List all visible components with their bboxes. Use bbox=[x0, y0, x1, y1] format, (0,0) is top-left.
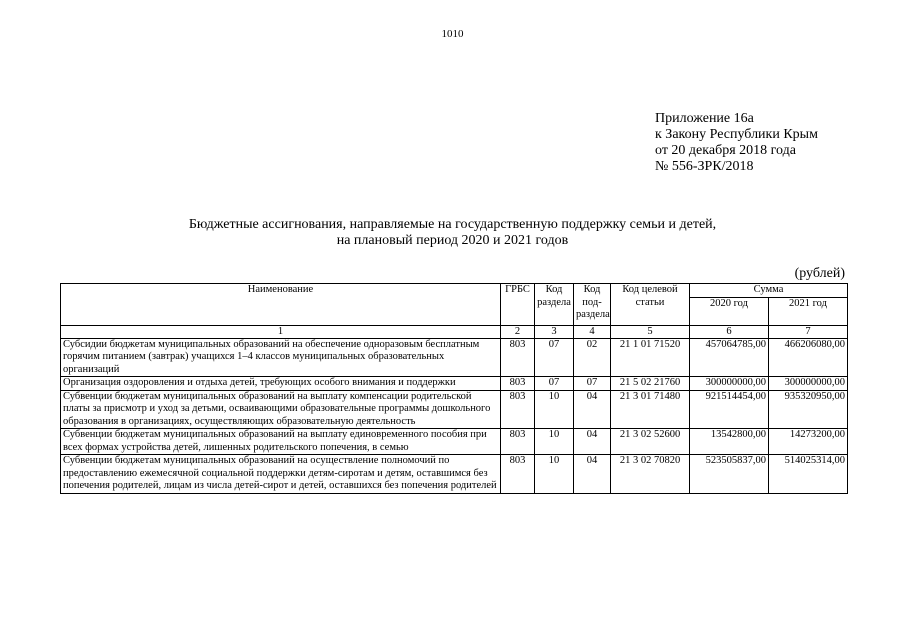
header-sum: Сумма bbox=[690, 284, 848, 298]
title-line: Бюджетные ассигнования, направляемые на государственную поддержку семьи и детей, bbox=[188, 217, 717, 232]
row-subsection: 04 bbox=[574, 455, 611, 494]
row-section: 10 bbox=[535, 455, 574, 494]
row-name: Организация оздоровления и отдыха детей, требующих особого внимания и поддержки bbox=[61, 377, 501, 391]
row-target: 21 3 02 52600 bbox=[611, 429, 690, 455]
row-amount-2020: 523505837,00 bbox=[690, 455, 769, 494]
column-number: 1 bbox=[61, 325, 501, 338]
row-amount-2020: 13542800,00 bbox=[690, 429, 769, 455]
row-amount-2021: 14273200,00 bbox=[769, 429, 848, 455]
row-amount-2020: 457064785,00 bbox=[690, 338, 769, 377]
row-amount-2020: 300000000,00 bbox=[690, 377, 769, 391]
table-row bbox=[61, 390, 848, 429]
row-subsection: 04 bbox=[574, 429, 611, 455]
column-number: 3 bbox=[535, 325, 574, 338]
header-2020: 2020 год bbox=[690, 297, 769, 325]
row-grbs: 803 bbox=[501, 338, 535, 377]
row-target: 21 3 02 70820 bbox=[611, 455, 690, 494]
appendix-line: от 20 декабря 2018 года bbox=[655, 143, 796, 158]
row-amount-2021: 514025314,00 bbox=[769, 455, 848, 494]
row-grbs: 803 bbox=[501, 455, 535, 494]
column-number: 4 bbox=[574, 325, 611, 338]
header-2021: 2021 год bbox=[769, 297, 848, 325]
header-name: Наименование bbox=[61, 284, 501, 326]
column-number: 6 bbox=[690, 325, 769, 338]
header-subsection: Код под-раздела bbox=[574, 284, 611, 326]
header-target: Код целевой статьи bbox=[611, 284, 690, 326]
appendix-line: № 556-ЗРК/2018 bbox=[655, 159, 754, 174]
column-number: 2 bbox=[501, 325, 535, 338]
column-number: 7 bbox=[769, 325, 848, 338]
row-grbs: 803 bbox=[501, 390, 535, 429]
column-number: 5 bbox=[611, 325, 690, 338]
row-subsection: 02 bbox=[574, 338, 611, 377]
row-section: 10 bbox=[535, 390, 574, 429]
row-name: Субсидии бюджетам муниципальных образований на обеспечение одноразовым бесплатным горячим питанием (завтрак) учащихся 1–4 классов муниципальных образовательных организаций bbox=[61, 338, 501, 377]
title-line: на плановый период 2020 и 2021 годов bbox=[336, 233, 569, 248]
row-amount-2021: 466206080,00 bbox=[769, 338, 848, 377]
appendix-reference bbox=[655, 111, 818, 175]
row-grbs: 803 bbox=[501, 429, 535, 455]
page-number: 1010 bbox=[441, 28, 464, 40]
header-section: Код раздела bbox=[535, 284, 574, 326]
row-section: 07 bbox=[535, 377, 574, 391]
row-amount-2020: 921514454,00 bbox=[690, 390, 769, 429]
appendix-line: Приложение 16а bbox=[655, 111, 754, 126]
row-subsection: 07 bbox=[574, 377, 611, 391]
units-label: (рублей) bbox=[794, 266, 845, 281]
row-target: 21 3 01 71480 bbox=[611, 390, 690, 429]
row-amount-2021: 300000000,00 bbox=[769, 377, 848, 391]
row-target: 21 1 01 71520 bbox=[611, 338, 690, 377]
row-target: 21 5 02 21760 bbox=[611, 377, 690, 391]
row-amount-2021: 935320950,00 bbox=[769, 390, 848, 429]
row-name: Субвенции бюджетам муниципальных образований на выплату компенсации родительской платы за присмотр и уход за детьми, осваивающими образовательные программы дошкольного образования в организациях, осуществляющих образовательную деятельность bbox=[61, 390, 501, 429]
table-row bbox=[61, 338, 848, 377]
table-row bbox=[61, 455, 848, 494]
row-subsection: 04 bbox=[574, 390, 611, 429]
row-grbs: 803 bbox=[501, 377, 535, 391]
budget-table bbox=[60, 283, 848, 494]
table-row bbox=[61, 429, 848, 455]
document-title bbox=[0, 217, 905, 249]
row-name: Субвенции бюджетам муниципальных образований на осуществление полномочий по предоставлению ежемесячной социальной поддержки детям-сиротам и детям, оставшимся без попечения родителей, лицам из числа детей-сирот и детей, оставшихся без попечения родителей bbox=[61, 455, 501, 494]
row-section: 07 bbox=[535, 338, 574, 377]
row-name: Субвенции бюджетам муниципальных образований на выплату единовременного пособия при всех формах устройства детей, лишенных родительского попечения, в семью bbox=[61, 429, 501, 455]
table-row bbox=[61, 377, 848, 391]
header-grbs: ГРБС bbox=[501, 284, 535, 326]
row-section: 10 bbox=[535, 429, 574, 455]
appendix-line: к Закону Республики Крым bbox=[655, 127, 818, 142]
